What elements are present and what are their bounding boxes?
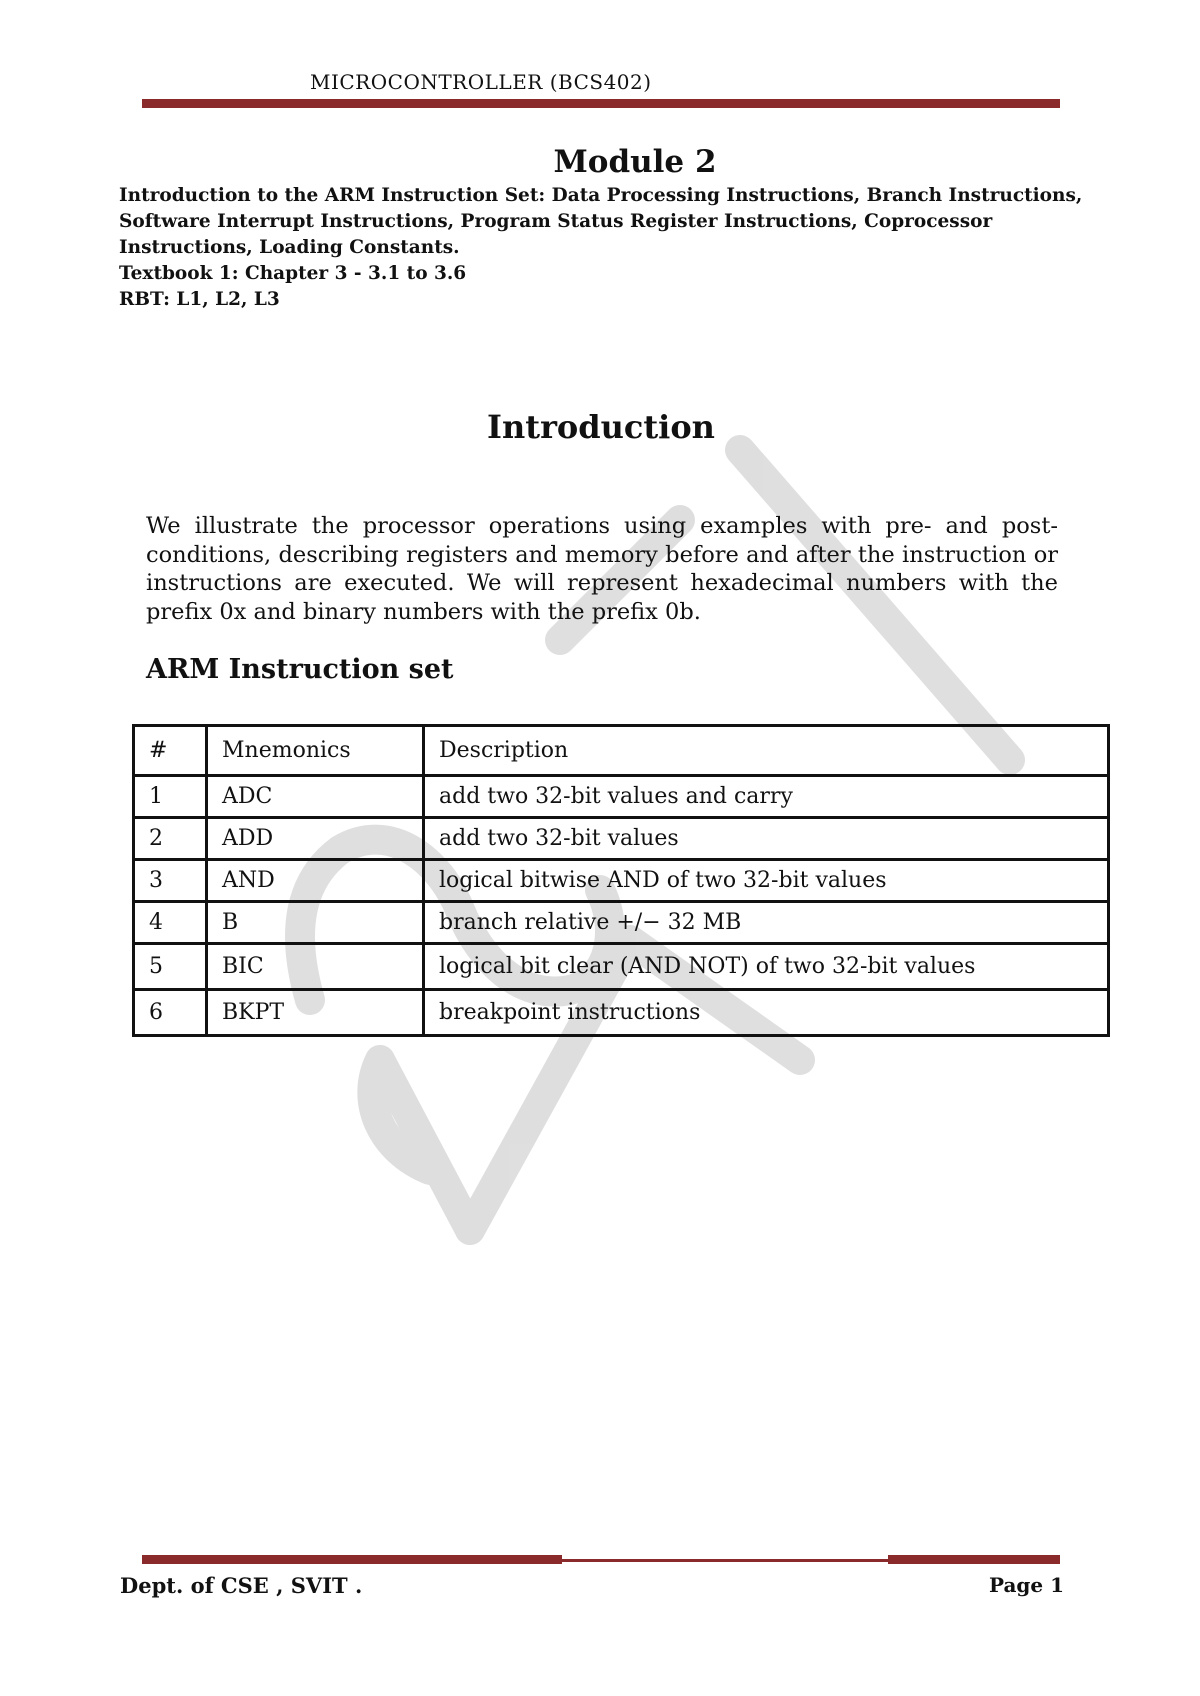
row-mnemonic: ADC: [207, 776, 424, 818]
row-description: breakpoint instructions: [424, 990, 1109, 1036]
module-syllabus: [119, 183, 1109, 313]
row-description: branch relative +/− 32 MB: [424, 902, 1109, 944]
table-header-row: [134, 726, 1109, 776]
module-topics-label: Introduction to the ARM Instruction Set:: [119, 185, 546, 206]
row-mnemonic: ADD: [207, 818, 424, 860]
header-course-title: MICROCONTROLLER (BCS402): [310, 70, 652, 94]
row-description: add two 32-bit values: [424, 818, 1109, 860]
column-header-number: #: [134, 726, 207, 776]
footer-department: Dept. of CSE , SVIT .: [120, 1573, 363, 1598]
table-row: [134, 776, 1109, 818]
row-description: add two 32-bit values and carry: [424, 776, 1109, 818]
row-mnemonic: B: [207, 902, 424, 944]
row-number: 3: [134, 860, 207, 902]
row-mnemonic: AND: [207, 860, 424, 902]
module-title: Module 2: [553, 144, 717, 180]
intro-heading: Introduction: [487, 408, 715, 446]
instruction-table: [132, 724, 1110, 1037]
row-mnemonic: BIC: [207, 944, 424, 990]
table-row: [134, 990, 1109, 1036]
table-row: [134, 818, 1109, 860]
module-topics: [119, 183, 1109, 261]
module-textbook: Textbook 1: Chapter 3 - 3.1 to 3.6: [119, 263, 467, 284]
footer-rule-middle: [562, 1559, 888, 1562]
row-number: 6: [134, 990, 207, 1036]
instruction-set-heading: ARM Instruction set: [146, 654, 454, 685]
table-row: [134, 860, 1109, 902]
intro-paragraph: We illustrate the processor operations using examples with pre- and post-conditions, describing registers and memory before and after the instruction or instructions are executed. We will represent hexadecimal numbers with the prefix 0x and binary numbers with the prefix 0b.: [146, 513, 1058, 625]
row-number: 2: [134, 818, 207, 860]
module-topics-text: Data Processing Instructions, Branch Instructions, Software Interrupt Instructions, Program Status Register Instructions, Coprocessor Instructions, Loading Constants.: [119, 185, 1083, 258]
table-row: [134, 902, 1109, 944]
row-mnemonic: BKPT: [207, 990, 424, 1036]
table-row: [134, 944, 1109, 990]
column-header-description: Description: [424, 726, 1109, 776]
row-description: logical bitwise AND of two 32-bit values: [424, 860, 1109, 902]
row-number: 1: [134, 776, 207, 818]
row-number: 4: [134, 902, 207, 944]
header-rule: [142, 99, 1060, 108]
footer-rule-right: [888, 1555, 1060, 1564]
row-description: logical bit clear (AND NOT) of two 32-bit values: [424, 944, 1109, 990]
column-header-mnemonics: Mnemonics: [207, 726, 424, 776]
footer-page-number: Page 1: [988, 1573, 1064, 1597]
row-number: 5: [134, 944, 207, 990]
module-rbt: RBT: L1, L2, L3: [119, 289, 280, 310]
footer-rule-left: [142, 1555, 562, 1564]
